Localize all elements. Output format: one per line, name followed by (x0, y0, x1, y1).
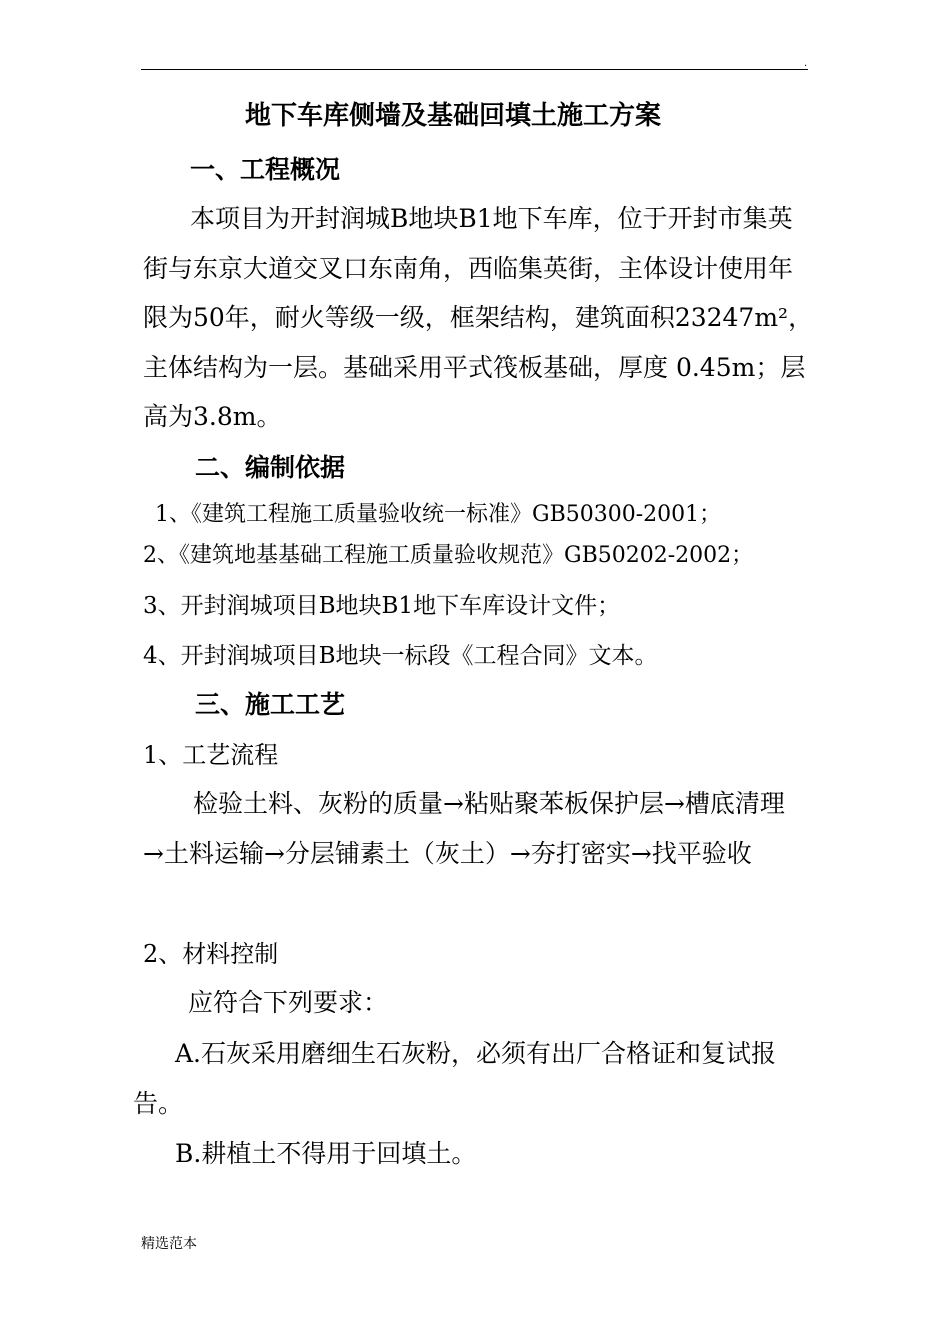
material-requirements-intro: 应符合下列要求： (188, 988, 389, 1017)
section1-line: 街与东京大道交叉口东南角，西临集英街，主体设计使用年 (143, 254, 794, 283)
reference-item: 1、《建筑工程施工质量验收统一标准》GB50300-2001； (155, 502, 722, 527)
reference-item: 2、《建筑地基基础工程施工质量验收规范》GB50202-2002； (143, 543, 754, 568)
section2-heading: 二、编制依据 (195, 453, 346, 482)
process-flow-line: 检验土料、灰粉的质量→粘贴聚苯板保护层→槽底清理 (193, 789, 785, 818)
section1-line: 高为3.8m。 (143, 402, 282, 431)
reference-item: 4、开封润城项目B地块一标段《工程合同》文本。 (143, 643, 658, 669)
process-flow-line: →土料运输→分层铺素土（灰土）→夯打密实→找平验收 (143, 839, 752, 868)
section3-heading: 三、施工工艺 (195, 690, 346, 719)
document-title: 地下车库侧墙及基础回填土施工方案 (245, 101, 662, 131)
section1-line: 本项目为开封润城B地块B1地下车库，位于开封市集英 (190, 204, 793, 233)
section1-line: 主体结构为一层。基础采用平式筏板基础，厚度 0.45m；层 (143, 353, 806, 382)
material-control-title: 2、材料控制 (143, 940, 279, 968)
footer-label: 精选范本 (141, 1236, 197, 1252)
header-mark: . (804, 58, 808, 69)
material-item-a: A.石灰采用磨细生石灰粉，必须有出厂合格证和复试报 (175, 1039, 777, 1068)
reference-item: 3、开封润城项目B地块B1地下车库设计文件； (143, 593, 621, 619)
material-item-a-cont: 告。 (133, 1089, 184, 1118)
section1-line: 限为50年，耐火等级一级，框架结构，建筑面积23247m²， (143, 303, 814, 332)
material-item-b: B.耕植土不得用于回填土。 (175, 1139, 477, 1168)
section1-heading: 一、工程概况 (190, 155, 341, 184)
process-flow-title: 1、工艺流程 (143, 741, 279, 769)
header-rule (141, 69, 808, 70)
